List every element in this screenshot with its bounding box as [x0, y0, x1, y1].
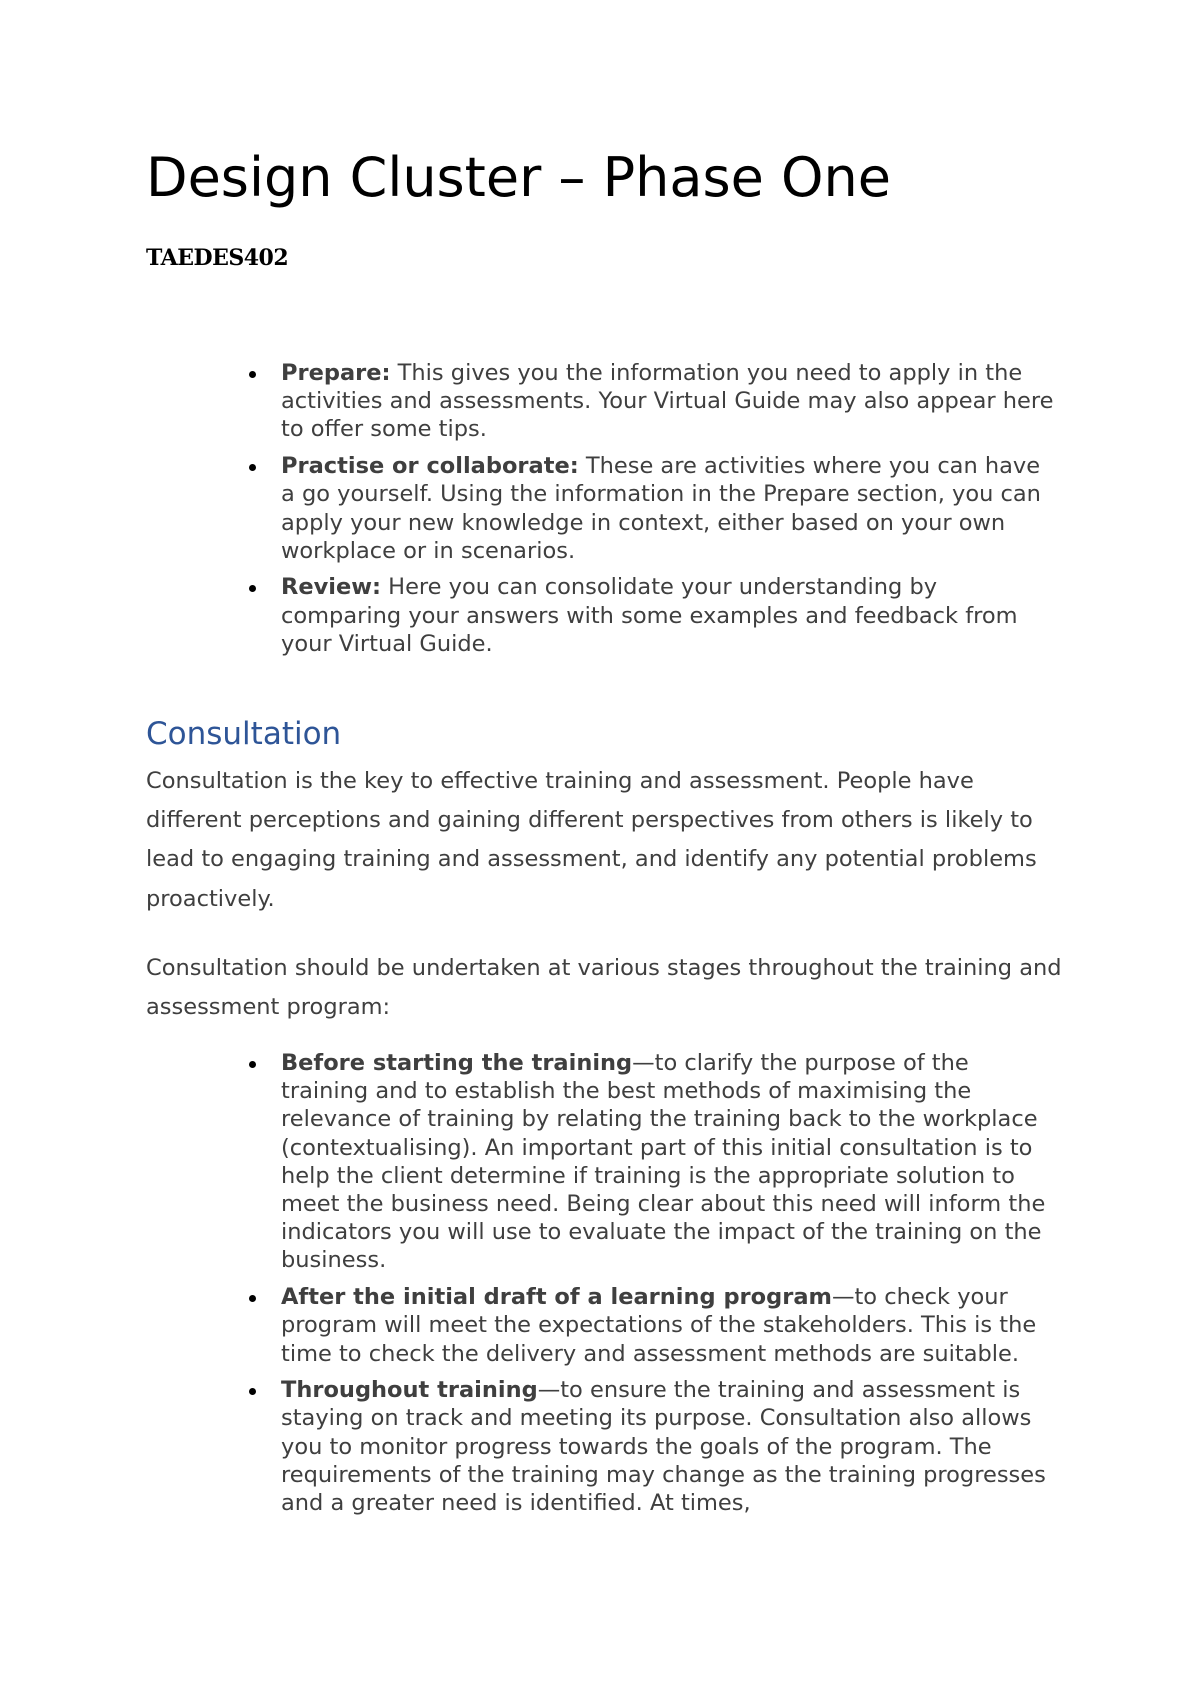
- list-item-term: After the initial draft of a learning program: [281, 1284, 832, 1311]
- list-item-text: This gives you the information you need to apply in the activities and assessments. Your Virtual Guide may also appear here to offer some tips.: [281, 360, 1054, 443]
- list-item-prepare: [281, 359, 1061, 444]
- list-item-text: These are activities where you can have a go yourself. Using the information in the Prepare section, you can apply your new knowledge in context, either based on your own workplace or in scenarios.: [281, 453, 1041, 564]
- section-heading-consultation: Consultation: [146, 716, 342, 752]
- list-item-term: Practise or collaborate:: [281, 453, 579, 480]
- list-item-before-training: [281, 1049, 1061, 1275]
- list-item-term: Throughout training: [281, 1377, 538, 1404]
- consultation-stages-list: [281, 1049, 1061, 1526]
- consultation-paragraph-1: Consultation is the key to effective training and assessment. People have different perceptions and gaining different perspectives from others is likely to lead to engaging training and assessment, and identify any potential problems proactively.: [146, 768, 1037, 912]
- unit-code: TAEDES402: [146, 245, 289, 271]
- list-item-text: —to clarify the purpose of the training and to establish the best methods of maximising the relevance of training by relating the training back to the workplace (contextualising). An important part of this initial consultation is to help the client determine if training is the appropriate solution to meet the business need. Being clear about this need will inform the indicators you will use to evaluate the impact of the training on the business.: [281, 1050, 1046, 1274]
- list-item-text: Here you can consolidate your understanding by comparing your answers with some examples and feedback from your Virtual Guide.: [281, 574, 1018, 657]
- list-item-term: Prepare:: [281, 360, 391, 386]
- list-item-term: Before starting the training: [281, 1050, 633, 1076]
- list-item-text: —to ensure the training and assessment is staying on track and meeting its purpose. Consultation also allows you to monitor progress towards the goals of the program. The requirements of the training may change as the training progresses and a greater need is identified. At times,: [281, 1377, 1046, 1517]
- activity-types-list: [281, 359, 1061, 667]
- document-title: Design Cluster – Phase One: [146, 146, 891, 209]
- list-item-throughout-training: [281, 1376, 1061, 1517]
- list-item-practise: [281, 452, 1061, 565]
- list-item-review: [281, 573, 1061, 658]
- list-item-text: —to check your program will meet the expectations of the stakeholders. This is the time to check the delivery and assessment methods are suitable.: [281, 1284, 1037, 1367]
- list-item-after-draft: [281, 1283, 1061, 1368]
- consultation-paragraph-2: Consultation should be undertaken at various stages throughout the training and assessment program:: [146, 955, 1062, 1021]
- list-item-term: Review:: [281, 574, 382, 601]
